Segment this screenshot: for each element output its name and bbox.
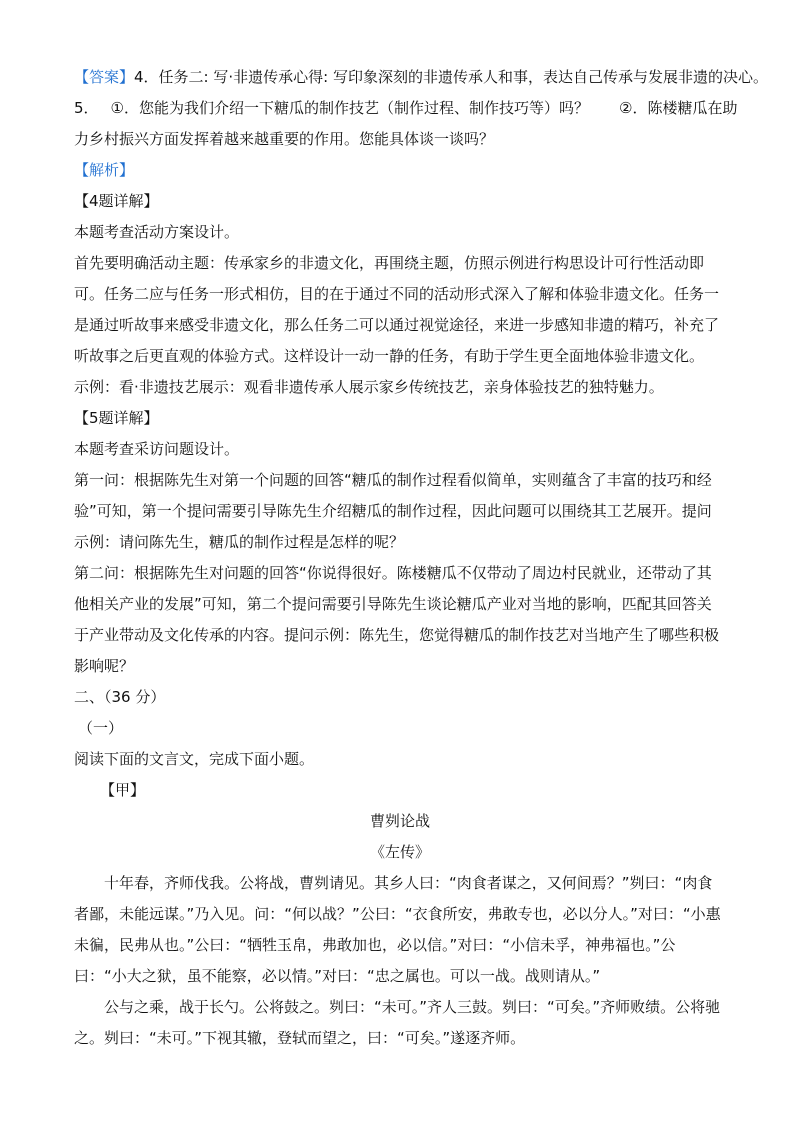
section-two-sub: （一） [78, 719, 124, 737]
passage-paragraph: 公与之乘，战于长勺。公将鼓之。刿曰：“未可。”齐人三鼓。刿曰：“可矣。”齐师败绩。公将驰之。刿曰：“未可。”下视其辙，登轼而望之，曰：“可矣。”遂逐齐师。 [74, 998, 721, 1047]
answer-line [74, 62, 768, 93]
q5-detail-heading: 【5题详解】 [74, 409, 159, 427]
q5-detail-second-question: 第二问：根据陈先生对问题的回答“你说得很好。陈楼糖瓜不仅带动了周边村民就业，还带动了其他相关产业的发展”可知，第二个提问需要引导陈先生谈论糖瓜产业对当地的影响，匹配其回答关于产业带动及文化传承的内容。提问示例：陈先生，您觉得糖瓜的制作技艺对当地产生了哪些积极影响呢？ [74, 564, 720, 675]
answer-q5-part1: ①．您能为我们介绍一下糖瓜的制作技艺（制作过程、制作技巧等）吗？ [110, 99, 589, 117]
answer-q5-continuation: 力乡村振兴方面发挥着越来越重要的作用。您能具体谈一谈吗？ [74, 130, 495, 148]
q4-detail-intro: 本题考查活动方案设计。 [74, 223, 240, 241]
analysis-tag: 【解析】 [74, 161, 135, 179]
q5-detail-first-question: 第一问：根据陈先生对第一个问题的回答“糖瓜的制作过程看似简单，实则蕴含了丰富的技巧和经验”可知，第一个提问需要引导陈先生介绍糖瓜的制作过程，因此问题可以围绕其工艺展开。提问示例：请问陈先生，糖瓜的制作过程是怎样的呢？ [74, 471, 712, 551]
q5-detail-intro: 本题考查采访问题设计。 [74, 440, 240, 458]
passage-paragraph: 十年春，齐师伐我。公将战，曹刿请见。其乡人曰：“肉食者谋之，又何间焉？”刿曰：“肉食者鄙，未能远谋。”乃入见。问：“何以战？”公曰：“衣食所安，弗敢专也，必以分人。”对曰：“小惠未徧，民弗从也。”公曰：“牺牲玉帛，弗敢加也，必以信。”对曰：“小信未孚，神弗福也。”公曰：“小大之狱，虽不能察，必以情。”对曰：“忠之属也。可以一战。战则请从。” [74, 874, 721, 985]
answer-q5-part2-start: ②．陈楼糖瓜在助 [619, 99, 738, 117]
document-content [74, 62, 768, 1054]
passage-title: 曹刿论战 [369, 812, 430, 830]
q4-detail-explanation: 首先要明确活动主题：传承家乡的非遗文化，再围绕主题，仿照示例进行构思设计可行性活动即可。任务二应与任务一形式相仿，目的在于通过不同的活动形式深入了解和体验非遗文化。任务一是通过听故事来感受非遗文化，那么任务二可以通过视觉途径，来进一步感知非遗的精巧，补充了听故事之后更直观的体验方式。这样设计一动一静的任务，有助于学生更全面地体验非遗文化。 [74, 254, 720, 365]
passage-jia-label: 【甲】 [100, 781, 146, 799]
answer-tag: 【答案】 [74, 68, 135, 86]
answer-q5-line [74, 93, 738, 124]
answer-q4: 4．任务二: 写·非遗传承心得: 写印象深刻的非遗传承人和事，表达自己传承与发展非遗的决心。 [134, 68, 768, 86]
reading-instruction: 阅读下面的文言文，完成下面小题。 [74, 750, 315, 768]
section-two-heading: 二、（36 分） [74, 688, 166, 706]
q4-detail-heading: 【4题详解】 [74, 192, 159, 210]
passage-source: 《左传》 [369, 843, 430, 861]
answer-q5-number: 5． [74, 99, 99, 117]
q4-detail-example: 示例：看·非遗技艺展示：观看非遗传承人展示家乡传统技艺，亲身体验技艺的独特魅力。 [74, 378, 664, 396]
